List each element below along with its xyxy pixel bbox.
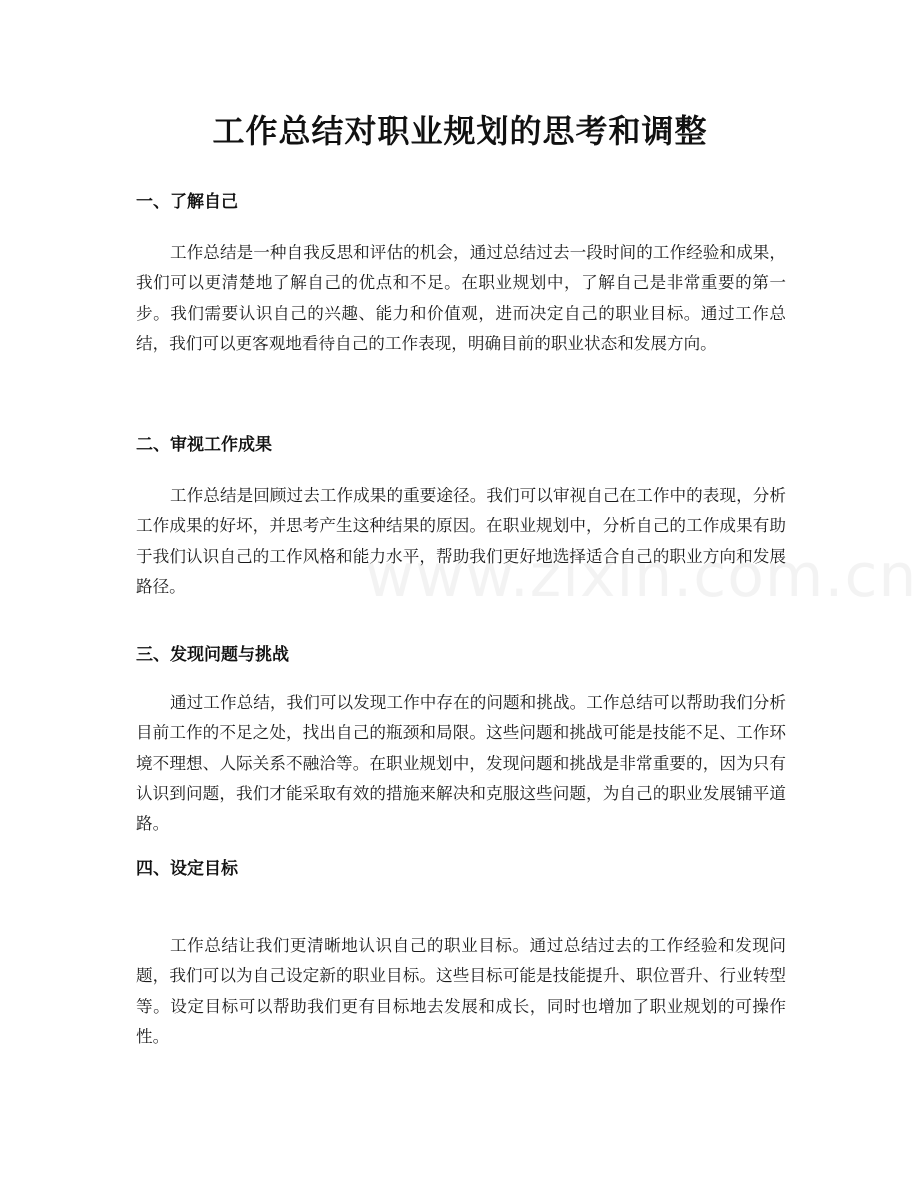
section-heading-2: 二、审视工作成果 [136,435,272,455]
section-heading-1: 一、了解自己 [136,192,238,212]
section-paragraph-4: 工作总结让我们更清晰地认识自己的职业目标。通过总结过去的工作经验和发现问题，我们可以为自己设定新的职业目标。这些目标可能是技能提升、职位晋升、行业转型等。设定目标可以帮助我们更有目标地去发展和成长，同时也增加了职业规划的可操作性。 [136,936,786,1046]
section-paragraph-3: 通过工作总结，我们可以发现工作中存在的问题和挑战。工作总结可以帮助我们分析目前工作的不足之处，找出自己的瓶颈和局限。这些问题和挑战可能是技能不足、工作环境不理想、人际关系不融洽等。在职业规划中，发现问题和挑战是非常重要的，因为只有认识到问题，我们才能采取有效的措施来解决和克服这些问题，为自己的职业发展铺平道路。 [136,693,786,834]
section-heading-4: 四、设定目标 [136,859,238,879]
section-paragraph-1: 工作总结是一种自我反思和评估的机会，通过总结过去一段时间的工作经验和成果，我们可以更清楚地了解自己的优点和不足。在职业规划中，了解自己是非常重要的第一步。我们需要认识自己的兴趣、能力和价值观，进而决定自己的职业目标。通过工作总结，我们可以更客观地看待自己的工作表现，明确目前的职业状态和发展方向。 [136,243,786,353]
section-heading-3: 三、发现问题与挑战 [136,645,289,665]
document-title: 工作总结对职业规划的思考和调整 [212,112,708,150]
section-paragraph-2: 工作总结是回顾过去工作成果的重要途径。我们可以审视自己在工作中的表现，分析工作成果的好坏，并思考产生这种结果的原因。在职业规划中，分析自己的工作成果有助于我们认识自己的工作风格和能力水平，帮助我们更好地选择适合自己的职业方向和发展路径。 [136,486,786,596]
